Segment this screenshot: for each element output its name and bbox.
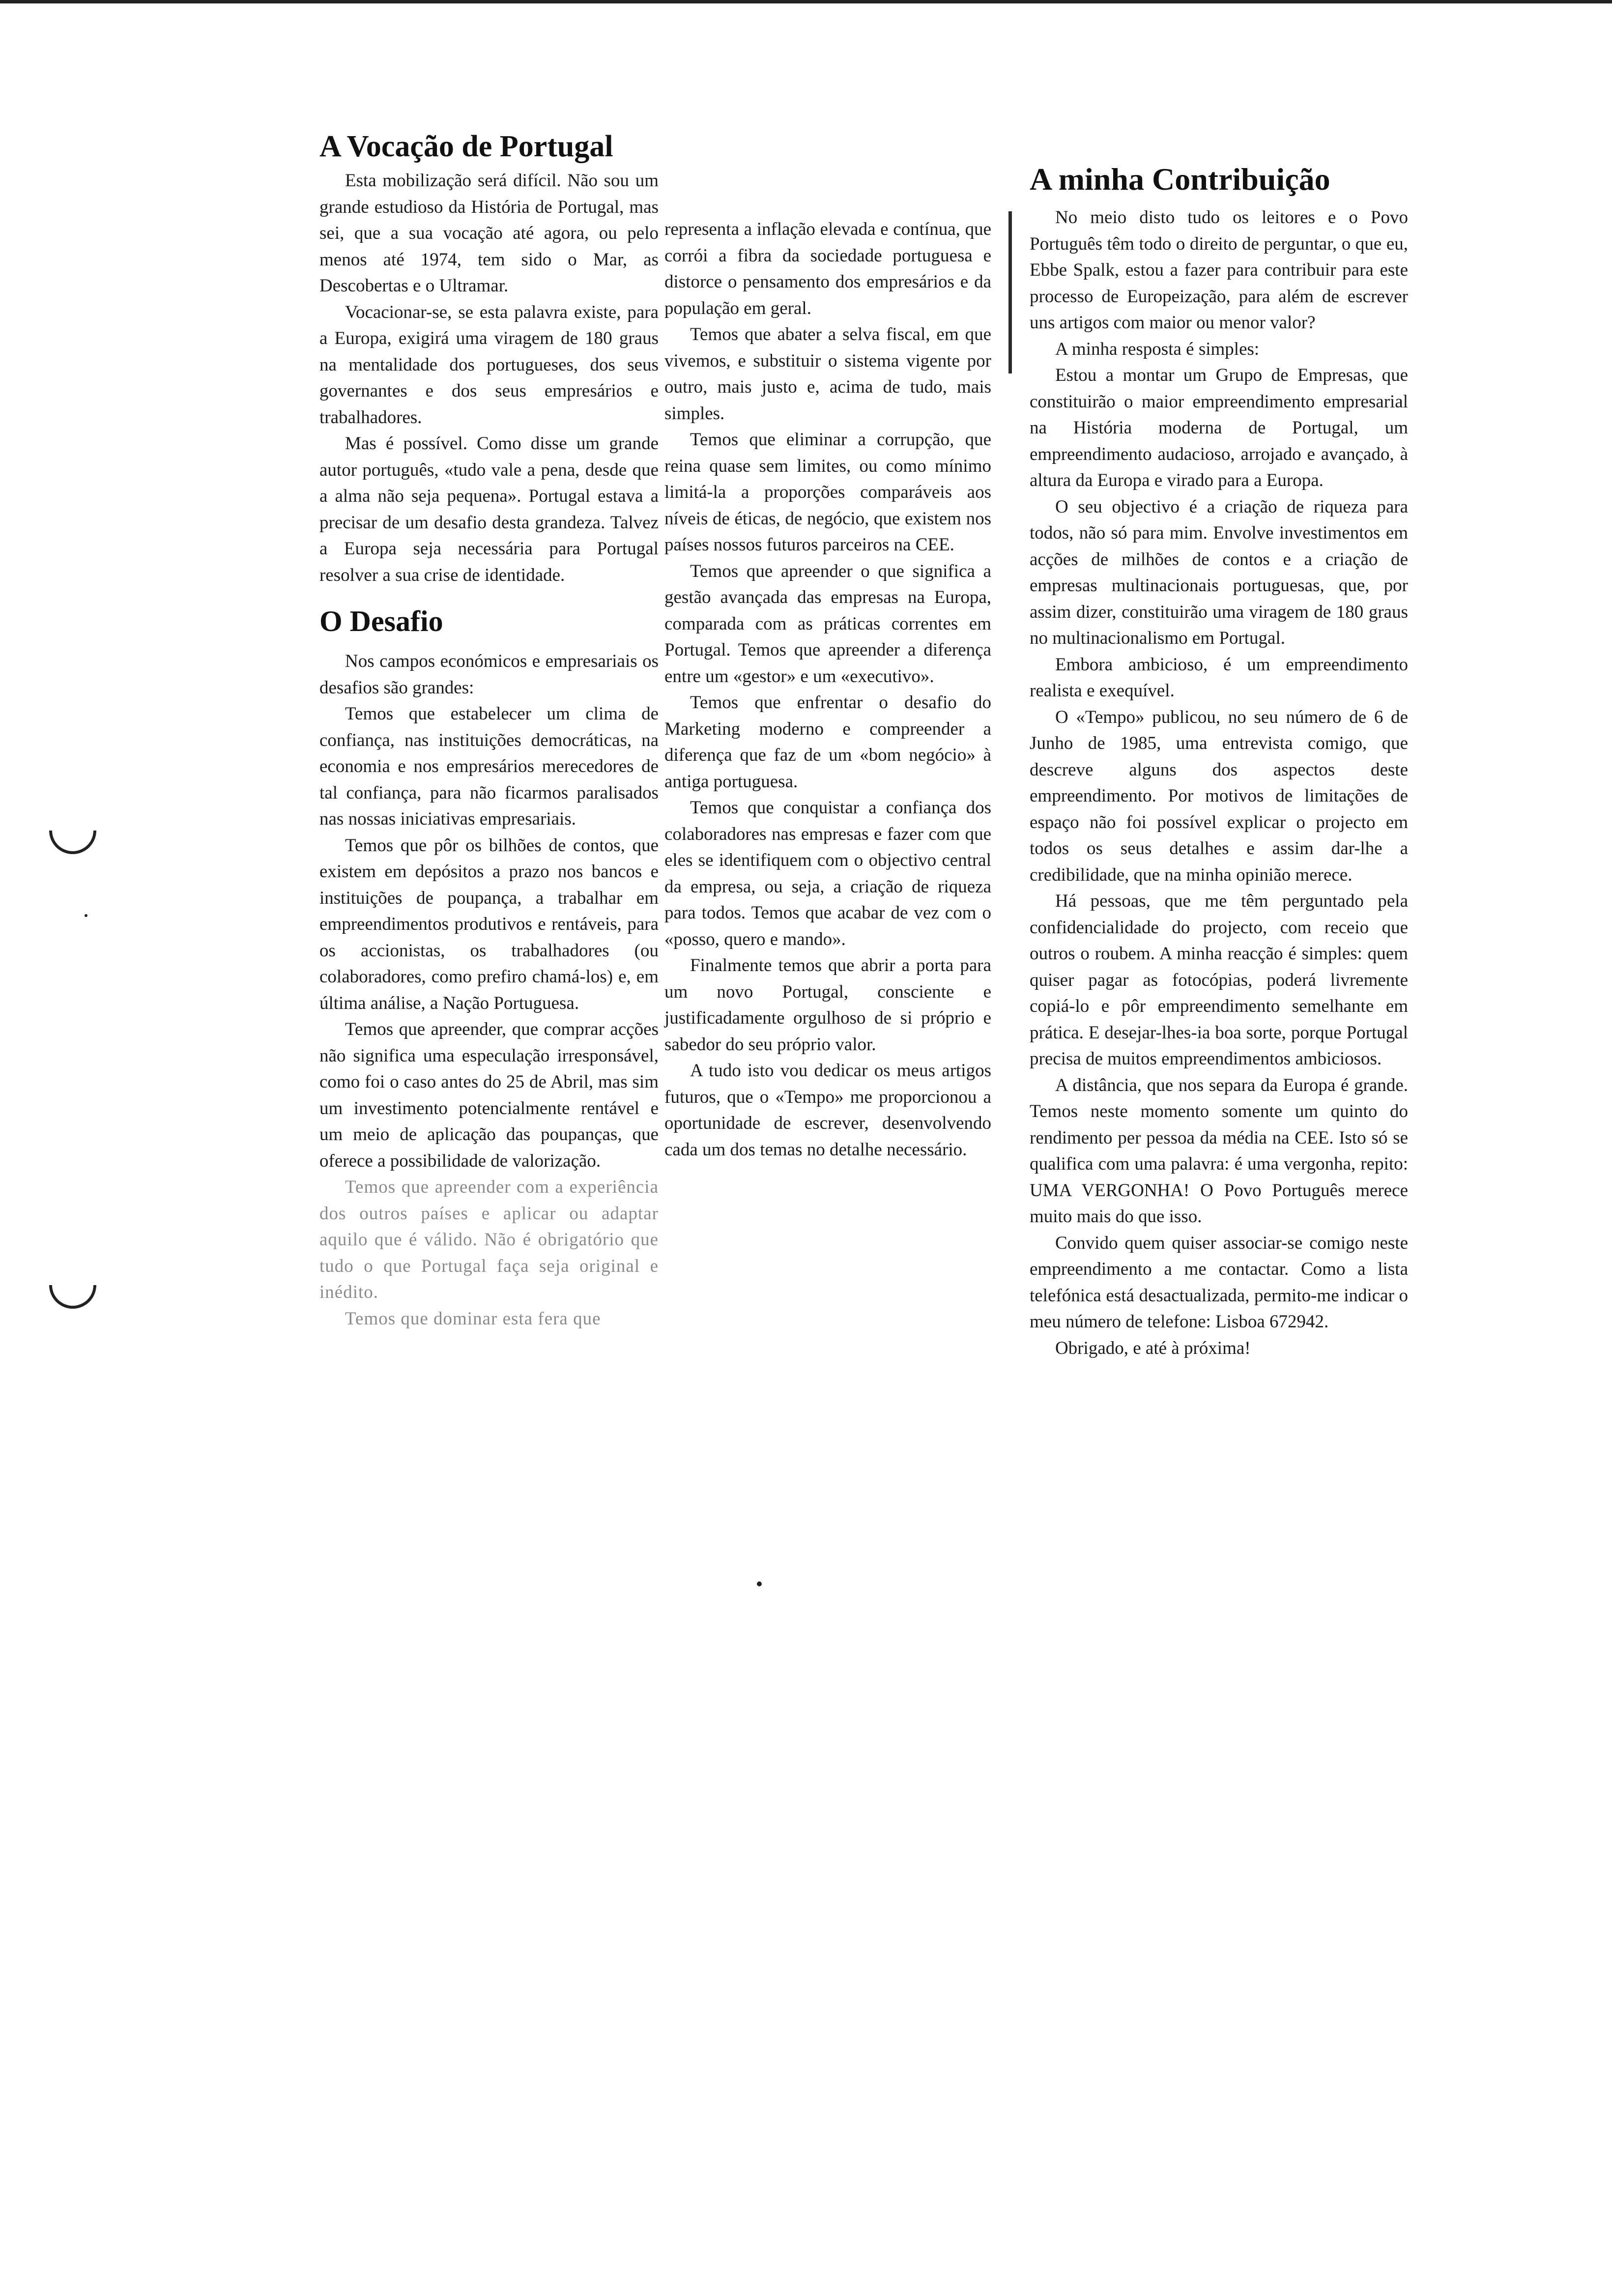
paragraph: Temos que pôr os bilhões de contos, que existem em depósitos a prazo nos bancos e instituições de poupança, a trabalhar em empreendimentos produtivos e rentáveis, para os accionistas, os trabalhadores (ou colaboradores, como prefiro chamá-los) e, em última análise, a Nação Portuguesa. (319, 835, 659, 1013)
faded-paragraph: Temos que dominar esta fera que (345, 1308, 601, 1329)
column-middle (664, 216, 991, 1163)
paragraph: Estou a montar um Grupo de Empresas, que constituirão o maior empreendimento empresarial na História moderna de Portugal, um empreendimento audacioso, arrojado e avançado, à altura da Europa e virado para a Europa. (1030, 365, 1408, 490)
paragraph: Esta mobilização será difícil. Não sou um grande estudioso da História de Portugal, mas sei, que a sua vocação até agora, ou pelo menos até 1974, tem sido o Mar, as Descobertas e o Ultramar. (319, 171, 659, 296)
paragraph: representa a inflação elevada e contínua, que corrói a fibra da sociedade portuguesa e distorce o pensamento dos empresários e da população em geral. (664, 219, 991, 318)
paragraph: Há pessoas, que me têm perguntado pela confidencialidade do projecto, com receio que outros o roubem. A minha reacção é simples: quem quiser pagar as fotocópias, poderá livremente copiá-lo e pôr empreendimento semelhante em prática. E desejar-lhes-ia boa sorte, porque Portugal precisa de muitos empreendimentos ambiciosos. (1030, 891, 1408, 1069)
scan-speck (85, 914, 87, 917)
paragraph: Mas é possível. Como disse um grande autor português, «tudo vale a pena, desde que a alma não seja pequena». Portugal estava a precisar de um desafio desta grandeza. Talvez a Europa seja necessária para Portugal resolver a sua crise de identidade. (319, 433, 659, 585)
paragraph: Obrigado, e até à próxima! (1055, 1338, 1251, 1358)
paragraph: O seu objectivo é a criação de riqueza para todos, não só para mim. Envolve investimentos em acções de milhões de contos e a criação de empresas multinacionais portuguesas, que, por assim dizer, constituirão uma viragem de 180 graus no multinacionalismo em Portugal. (1030, 496, 1408, 648)
punch-hole-mark (49, 1285, 96, 1309)
paragraph: Nos campos económicos e empresariais os desafios são grandes: (319, 651, 659, 698)
article-title-vocacao: A Vocação de Portugal (319, 130, 613, 163)
section-title-desafio: O Desafio (319, 605, 443, 637)
paragraph: Temos que apreender o que significa a gestão avançada das empresas na Europa, comparada com as práticas correntes em Portugal. Temos que apreender a diferença entre um «gestor» e um «executivo». (664, 561, 991, 687)
paragraph: Temos que abater a selva fiscal, em que vivemos, e substituir o sistema vigente por outro, mais justo e, acima de tudo, mais simples. (664, 324, 991, 424)
column-rule (1008, 211, 1012, 373)
paragraph: A distância, que nos separa da Europa é grande. Temos neste momento somente um quinto do rendimento per pessoa da média na CEE. Isto só se qualifica com uma palavra: é uma vergonha, repito: UMA VERGONHA! O Povo Português merece muito mais do que isso. (1030, 1075, 1408, 1227)
paragraph: Temos que eliminar a corrupção, que reina quase sem limites, ou como mínimo limitá-la a proporções comparáveis aos níveis de éticas, de negócio, que existem nos países nossos futuros parceiros na CEE. (664, 430, 991, 555)
paragraph: Convido quem quiser associar-se comigo neste empreendimento a me contactar. Como a lista telefónica está desactualizada, permito-me indicar o meu número de telefone: Lisboa 672942. (1030, 1233, 1408, 1332)
column-right (1030, 157, 1408, 1361)
paragraph: Temos que estabelecer um clima de confiança, nas instituições democráticas, na economia e nos empresários merecedores de tal confiança, para não ficarmos paralisados nas nossas iniciativas empresariais. (319, 704, 659, 829)
paragraph: Temos que enfrentar o desafio do Marketing moderno e compreender a diferença que faz de um «bom negócio» à antiga portuguesa. (664, 692, 991, 792)
paragraph: Embora ambicioso, é um empreendimento realista e exequível. (1030, 654, 1408, 701)
paragraph: A minha resposta é simples: (1055, 339, 1260, 359)
punch-hole-mark (49, 831, 96, 854)
scan-speck (757, 1581, 762, 1586)
faded-paragraph: Temos que apreender com a experiência dos outros países e aplicar ou adaptar aquilo que é válido. Não é obrigatório que tudo o que Portugal faça seja original e inédito. (319, 1177, 659, 1302)
paragraph: Vocacionar-se, se esta palavra existe, para a Europa, exigirá uma viragem de 180 graus na mentalidade dos portugueses, dos seus governantes e dos seus empresários e trabalhadores. (319, 302, 659, 428)
paragraph: Temos que conquistar a confiança dos colaboradores nas empresas e fazer com que eles se identifiquem com o objectivo central da empresa, ou seja, a criação de riqueza para todos. Temos que acabar de vez com o «posso, quero e mando». (664, 798, 991, 949)
paragraph: Temos que apreender, que comprar acções não significa uma especulação irresponsável, como foi o caso antes do 25 de Abril, mas sim um investimento potencialmente rentável e um meio de aplicação das poupanças, que oferece a possibilidade de valorização. (319, 1019, 659, 1171)
paragraph: Finalmente temos que abrir a porta para um novo Portugal, consciente e justificadamente orgulhoso de si próprio e sabedor do seu próprio valor. (664, 955, 991, 1055)
column-left (319, 125, 659, 1332)
paragraph: No meio disto tudo os leitores e o Povo Português têm todo o direito de perguntar, o que eu, Ebbe Spalk, estou a fazer para contribuir para este processo de Europeização, para além de escrever uns artigos com maior ou menor valor? (1030, 207, 1408, 333)
article-title-contribuicao: A minha Contribuição (1030, 162, 1330, 197)
top-border-line (0, 0, 1612, 3)
paragraph: O «Tempo» publicou, no seu número de 6 de Junho de 1985, uma entrevista comigo, que descreve alguns dos aspectos deste empreendimento. Por motivos de limitações de espaço não foi possível explicar o projecto em todos os seus detalhes e assim dar-lhe a credibilidade, que na minha opinião merece. (1030, 707, 1408, 885)
paragraph: A tudo isto vou dedicar os meus artigos futuros, que o «Tempo» me proporcionou a oportunidade de escrever, desenvolvendo cada um dos temas no detalhe necessário. (664, 1061, 991, 1160)
